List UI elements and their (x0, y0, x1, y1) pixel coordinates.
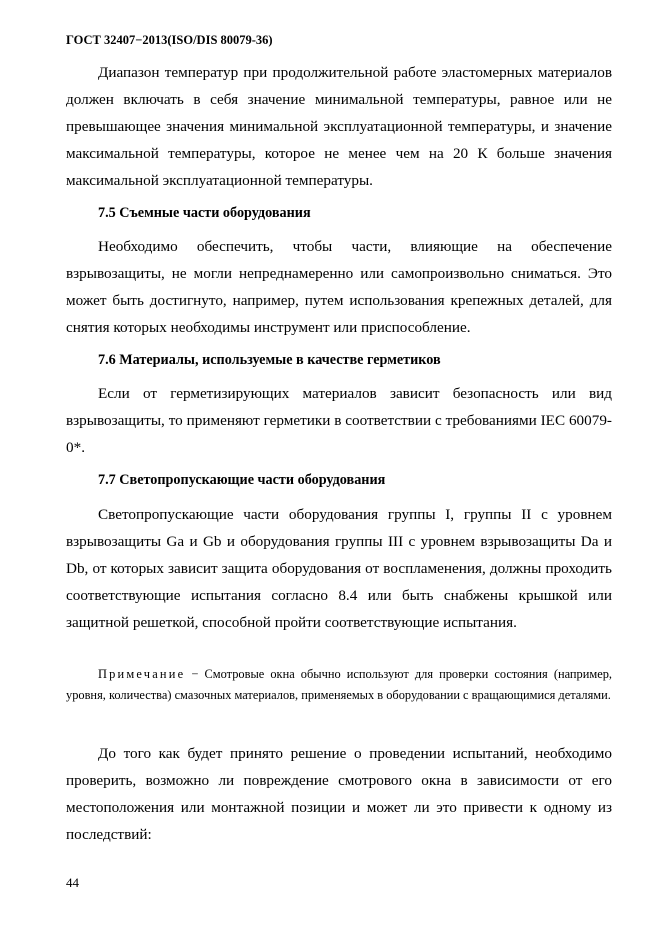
note (66, 664, 612, 705)
document-header: ГОСТ 32407−2013(ISO/DIS 80079-36) (66, 33, 273, 47)
note-text: Смотровые окна обычно используют для проверки состояния (например, уровня, количества) смазочных материалов, применяемых в оборудовании с вращающимися деталями. (66, 667, 612, 702)
heading-7-6: 7.6 Материалы, используемые в качестве герметиков (98, 352, 441, 368)
paragraph-7-7-continued: До того как будет принято решение о проведении испытаний, необходимо проверить, возможно ли повреждение смотрового окна в зависимости от его местоположения или монтажной позиции и может ли это привести к одному из последствий: (66, 745, 612, 843)
heading-7-5: 7.5 Съемные части оборудования (98, 205, 311, 221)
paragraph-7-5: Необходимо обеспечить, чтобы части, влияющие на обеспечение взрывозащиты, не могли непреднамеренно или самопроизвольно сниматься. Это может быть достигнуто, например, путем использования крепежных деталей, для снятия которых необходимы инструмент или приспособление. (66, 238, 612, 336)
paragraph-7-7: Светопропускающие части оборудования группы I, группы II с уровнем взрывозащиты Ga и Gb и оборудования группы III с уровнем взрывозащиты Da и Db, от которых зависит защита оборудования от воспламенения, должны проходить соответствующие испытания согласно 8.4 или быть снабжены крышкой или защитной решеткой, способной пройти соответствующие испытания. (66, 506, 612, 631)
paragraph-7-6: Если от герметизирующих материалов зависит безопасность или вид взрывозащиты, то применяют герметики в соответствии с требованиями IEC 60079-0*. (66, 385, 612, 456)
note-dash: − (185, 667, 205, 681)
heading-7-7: 7.7 Светопропускающие части оборудования (98, 472, 386, 488)
paragraph-temperature-range: Диапазон температур при продолжительной работе эластомерных материалов должен включать в себя значение минимальной температуры, равное или не превышающее значения минимальной эксплуатационной температуры, и значение максимальной температуры, которое не менее чем на 20 К больше значения максимальной эксплуатационной температуры. (66, 64, 612, 189)
page-number: 44 (66, 875, 79, 890)
note-label: Примечание (98, 667, 186, 681)
